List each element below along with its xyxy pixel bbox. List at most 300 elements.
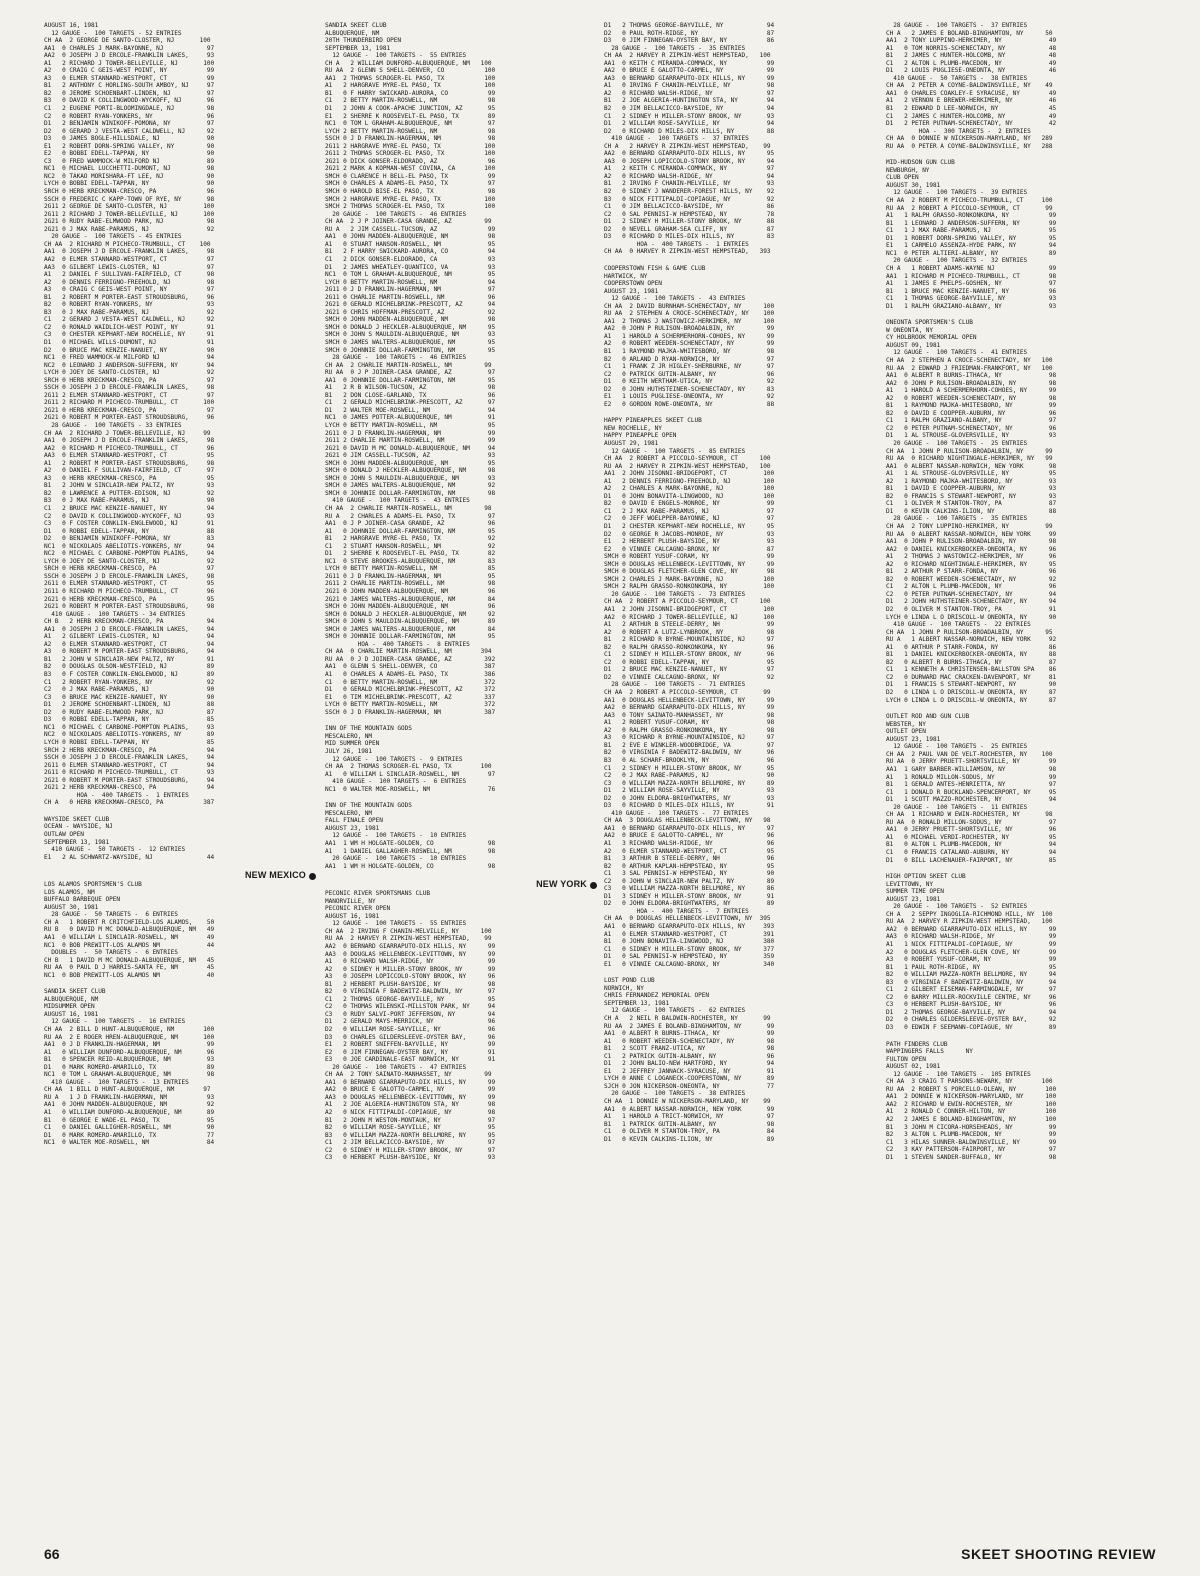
result-line: AA1 1 WM H HOLGATE-GOLDEN, CO 98 — [325, 839, 496, 847]
result-line: A1 0 WILLIAM DUNFORD-ALBUQUERQUE, NM 89 — [44, 1109, 215, 1117]
result-line: 12 GAUGE - 100 TARGETS - 16 ENTRIES — [44, 1018, 186, 1026]
result-line: AA1 0 WILLIAM L SINCLAIR-ROSWELL, NM 49 — [44, 933, 215, 941]
result-line: C2 0 DAVID K COLLINGWOOD-WYCKOFF, NJ 93 — [44, 512, 215, 520]
result-line: D2 0 RUDY RABE-ELMWOOD PARK, NJ 87 — [44, 708, 215, 716]
result-line: RU AA 2 HARVEY R ZIPKIN-WEST HEMPSTEAD, 100 — [604, 462, 771, 470]
result-line: A3 0 ROBERT YUSUF-CORAM, NY 99 — [886, 956, 1057, 964]
result-line: A3 0 RICHARD R BYRNE-MOUNTAINSIDE, NJ 97 — [604, 734, 775, 742]
result-line: HAPPY PINEAPPLE OPEN — [604, 432, 677, 440]
result-line: A2 1 RAYMOND MAJKA-WHITESBORO, NY 93 — [886, 477, 1057, 485]
result-line: AA3 0 BERNARD GIARRAPUTO-DIX HILLS, NY 99 — [604, 74, 775, 82]
result-line: OUTLET OPEN — [886, 728, 926, 736]
result-line: C1 2 ROBERT RYAN-YONKERS, NY 92 — [44, 678, 215, 686]
result-line: A2 0 DENNIS FERRIGNO-FREEHOLD, NJ 98 — [44, 278, 215, 286]
result-line: RU AA 2 JAMES E BOLAND-BINGHAMTON, NY 99 — [604, 1022, 775, 1030]
result-line: CH AA 1 BILL D HUNT-ALBUQUERQUE, NM 97 — [44, 1086, 211, 1094]
result-line: RU AA 0 J P JOINER-CASA GRANDE, AZ 97 — [325, 369, 496, 377]
result-line: 28 GAUGE - 100 TARGETS - 37 ENTRIES — [886, 22, 1028, 29]
result-line: AA1 0 ALBERT R BURNS-ITHACA, NY 98 — [886, 372, 1057, 380]
result-line: A1 2 ARTHUR B STEELE-DERRY, NH 99 — [604, 621, 775, 629]
result-line: D1 2 BRUCE MAC KENZIE-NANUET, NY 97 — [604, 666, 775, 674]
result-line: AA3 0 RICHARD WALSH-RIDGE, NY 99 — [886, 933, 1057, 941]
result-line: AA1 0 JERRY PRUETT-SHORTSVILLE, NY 96 — [886, 826, 1057, 834]
result-line: AA1 2 TONY LUPPINO-HERKIMER, NY 49 — [886, 37, 1057, 45]
result-line: SMCH 0 DONALD J HECKLER-ALBUQUERQUE, NM 92 — [325, 610, 496, 618]
result-line: C2 0 PETER PUTNAM-SCHENECTADY, NY 96 — [886, 424, 1057, 432]
result-line: CH B 2 HERB KRECKMAN-CRESCO, PA 94 — [44, 618, 215, 626]
result-line: C1 2 GERARD J VESTA-WEST CALDWELL, NJ 92 — [44, 316, 215, 324]
result-line: AA3 0 DOUGLAS HELLENBECK-LEVITTOWN, NY 99 — [325, 1093, 496, 1101]
result-line: C2 0 PETER PUTNAM-SCHENECTADY, NY 94 — [886, 590, 1057, 598]
result-line: 28 GAUGE - 100 TARGETS - 35 ENTRIES — [886, 515, 1028, 523]
result-line: CH A 2 SEPPY INGOGLIA-RICHMOND HILL, NY 100 — [886, 910, 1053, 918]
result-line: RU AA 0 RONALD MILLON-SODUS, NY 97 — [886, 818, 1057, 826]
result-line: E1 2 HERBERT PLUSH-BAYSIDE, NY 93 — [604, 538, 775, 546]
result-line: SMCH 0 JOHNNIE DOLLAR-FARMINGTON, NM 95 — [325, 633, 496, 641]
result-line: CH AA 1 DONNIE W NICKERSON-MARYLAND, NY 99 — [604, 1098, 771, 1106]
result-line: 12 GAUGE - 100 TARGETS - 85 ENTRIES — [604, 447, 746, 455]
result-line: A1 0 ELMER STANNARD-WESTPORT, CT 391 — [604, 930, 775, 938]
club-name: HIGH OPTION SKEET CLUB — [886, 873, 966, 881]
result-line: SMCH 0 JOHN S MAULDIN-ALBUQUERQUE, NM 89 — [325, 618, 496, 626]
result-line: AA2 2 RICHARD W EWIN-ROCHESTER, NY 100 — [886, 1100, 1057, 1108]
result-line: SRCH 0 HERB KRECKMAN-CRESCO, PA 96 — [44, 188, 215, 196]
result-line: C1 2 DICK GONSER-ELDORADO, CA 93 — [325, 255, 496, 263]
result-line: D2 0 BENJAMIN WINIKOFF-POMONA, NY 83 — [44, 535, 215, 543]
result-line: LYCH 0 ROBBI EDELL-TAPPAN, NY 85 — [44, 738, 215, 746]
result-line: RU AA 2 E ROGER HREN-ALBUQUERQUE, NM 100 — [44, 1033, 215, 1041]
result-line: 20 GAUGE - 100 TARGETS - 25 ENTRIES — [886, 439, 1028, 447]
result-line: 2G21 0 HERB KRECKMAN-CRESCO, PA 97 — [44, 406, 215, 414]
result-line: AA2 0 BERNARD GIARRAPUTO-DIX HILLS, NY 95 — [604, 150, 775, 158]
result-line: RU AA 0 PAUL D J HARRIS-SANTA FE, NM 45 — [44, 964, 215, 972]
result-line: C1 1 RALPH GRAZIANO-ALBANY, NY 97 — [886, 417, 1057, 425]
result-line: C2 0 ROBERT RYAN-YONKERS, NY 96 — [44, 112, 215, 120]
result-line: CH AA 0 CHARLIE MARTIN-ROSWELL, NM 394 — [325, 648, 492, 656]
result-line: A1 2 KEITH C MIRANDA-COMMACK, NY 97 — [604, 165, 775, 173]
result-line: SMCH 0 DONALD J HECKLER-ALBUQUERQUE, NM 95 — [325, 323, 496, 331]
result-line: C1 1 THOMAS GEORGE-BAYVILLE, NY 93 — [886, 295, 1057, 303]
results-column-2 — [325, 22, 597, 1522]
result-line: B1 1 DAVID E COOPPER-AUBURN, NY 93 — [886, 485, 1057, 493]
result-line: AA1 1 RICHARD M PICHECO-TRUMBULL, CT 98 — [886, 272, 1057, 280]
result-line: A1 0 ROBERT WEEDEN-SCHENECTADY, NY 98 — [604, 1037, 775, 1045]
result-line: CY HOLBROOK MEMORIAL OPEN — [886, 334, 977, 342]
result-line: AA1 0 DOUGLAS HELLENBECK-LEVITTOWN, NY 99 — [604, 696, 775, 704]
result-line: C1 1 KENNETH A CHRISTENSEN-BALLSTON SPA 86 — [886, 666, 1057, 674]
result-line: NC1 0 JAMES POTTER-ALBUQUERQUE, NM 91 — [325, 414, 496, 422]
results-column-1 — [44, 22, 316, 1522]
result-line: 2G11 0 RICHARD M PICHECO-TRUMBULL, CT 96 — [44, 588, 215, 596]
result-line: C1 0 DANIEL GALLIGHER-ROSWELL, NM 90 — [44, 1124, 215, 1132]
result-line: C1 2 PATRICK GUTIN-ALBANY, NY 96 — [604, 1052, 775, 1060]
result-line: D3 0 ROBBI EDELL-TAPPAN, NY 85 — [44, 716, 215, 724]
result-line: RU AA 0 J D JOINER-CASA GRANDE, AZ 392 — [325, 655, 496, 663]
result-line: A2 0 ROBERT WEEDEN-SCHENECTADY, NY 99 — [604, 340, 775, 348]
result-line: C1 2 SIDNEY H MILLER-STONY BROOK, NY 93 — [604, 112, 775, 120]
result-line: B1 0 ALTON L PLUMB-MACEDON, NY 94 — [886, 841, 1057, 849]
result-line: D1 1 ROBERT DORN-SPRING VALLEY, NY 95 — [886, 234, 1057, 242]
result-line: AA1 1 WM H HOLGATE-GOLDEN, CO 98 — [325, 862, 496, 870]
result-line: B2 0 ROBERT WEEDEN-SCHENECTADY, NY 92 — [886, 575, 1057, 583]
result-line: AA2 0 RICHARD M PICHECO-TRUMBULL, CT 96 — [44, 444, 215, 452]
result-line: A1 0 RICHARD WALSH-RIDGE, NY 99 — [325, 958, 496, 966]
result-line: NC1 0 FRED WAMMOCK-W MILFORD NJ 94 — [44, 354, 215, 362]
result-line: B3 0 J MAX RABE-PARAMUS, NJ 90 — [44, 497, 215, 505]
result-line: RU A 2 JIM CASSELL-TUCSON, AZ 99 — [325, 225, 496, 233]
result-line: AA1 0 JOHN P RULISON-BROADALBIN, NY 98 — [886, 538, 1057, 546]
results-column-4 — [886, 22, 1158, 1522]
result-line: A1 0 STUART HANSON-ROSWELL, NM 95 — [325, 240, 496, 248]
result-line: OCEAN - WAYSIDE, NJ — [44, 823, 113, 831]
result-line: D2 0 VINNIE CALCAGNO-BRONX, NY 92 — [604, 673, 775, 681]
result-line: D1 1 SCOTT MAZZO-ROCHESTER, NY 94 — [886, 796, 1057, 804]
result-line: A1 2 JOE ALGERIA-HUNTINGTON STA, NY 98 — [325, 1101, 496, 1109]
result-line: 2G11 2 RICHARD M PICHECO-TRUMBULL, CT 100 — [44, 399, 215, 407]
result-line: 2G21 0 J MAX RABE-PARAMUS, NJ 92 — [44, 225, 215, 233]
result-line: E1 1 LOUIS PUGLIESE-ONEONTA, NY 92 — [604, 393, 775, 401]
result-line: CH AA 2 ROBERT A PICCOLO-SEYMOUR, CT 100 — [604, 598, 771, 606]
result-line: 12 GAUGE - 100 TARGETS - 52 ENTRIES — [44, 29, 182, 37]
result-line: AUGUST 29, 1981 — [604, 439, 659, 447]
result-line: B1 1 DANIEL KNICKERBOCKER-ONEONTA, NY 88 — [886, 651, 1057, 659]
bullet-icon — [590, 882, 597, 889]
result-line: LYCH 0 BOBBI EDELL-TAPPAN, NY 90 — [44, 180, 215, 188]
magazine-title: SKEET SHOOTING REVIEW — [961, 1546, 1156, 1562]
result-line: HOA - 400 TARGETS - 1 ENTRIES — [604, 240, 749, 248]
result-line: NC2 0 TAKAO MORISHARA-FT LEE, NJ 90 — [44, 172, 215, 180]
result-line: CH AA 2 STEPHEN A CROCE-SCHENECTADY, NY 100 — [886, 356, 1053, 364]
result-line: SMCH 0 HAROLD BISE-EL PASO, TX 98 — [325, 188, 496, 196]
result-line: SMCH 2 CHARLES J MARK-BAYONNE, NJ 100 — [604, 575, 775, 583]
result-line: A2 0 ROBERT A LUTZ-LYNBROOK, NY 98 — [604, 628, 775, 636]
result-line: RU AA 2 ROBERT S PORCELLO-OLEAN, NY 100 — [886, 1085, 1057, 1093]
result-line: NC1 0 TOM L GRAHAM-ALBUQUERQUE, NM 97 — [325, 120, 496, 128]
result-line: SRCH 0 HERB KRECKMAN-CRESCO, PA 97 — [44, 565, 215, 573]
result-line: 410 GAUGE - 100 TARGETS - 13 ENTRIES — [44, 1078, 189, 1086]
result-line: C2 0 SAL PENNISI-W HEMPSTEAD, NY 78 — [604, 210, 775, 218]
result-line: A2 0 DANIEL F SULLIVAN-FAIRFIELD, CT 97 — [44, 467, 215, 475]
club-name: WAYSIDE SKEET CLUB — [44, 815, 110, 823]
result-line: 410 GAUGE - 100 TARGETS - 22 ENTRIES — [886, 621, 1031, 629]
result-line: B1 2 RICHARD R BYRNE-MOUNTAINSIDE, NJ 97 — [604, 636, 775, 644]
result-line: B2 0 DAVID E ENGELS-MONROE, NY 99 — [604, 500, 775, 508]
result-line: RU AA 2 ROBERT A PICCOLO-SEYMOUR, CT 99 — [886, 204, 1053, 212]
result-line: B1 2 DON CLOSE-GARLAND, TX 96 — [325, 391, 496, 399]
result-line: C2 0 PATRICK GUTIN-ALBANY, NY 96 — [604, 370, 775, 378]
result-line: A1 1 DANIEL GALLAGHER-ROSWELL, NM 98 — [325, 847, 496, 855]
result-line: D2 0 RICHARD D MILES-DIX HILLS, NY 88 — [604, 127, 775, 135]
result-line: B2 0 LAWRENCE A PUTTER-EDISON, NJ 92 — [44, 489, 215, 497]
result-line: B1 2 JAMES C HUNTER-HOLCOMB, NY 48 — [886, 52, 1057, 60]
result-line: AUGUST 23, 1981 — [604, 287, 659, 295]
result-line: B1 2 JOHN M WESTON-MONTAUK, NY 97 — [325, 1116, 496, 1124]
result-line: AA1 1 GARY BARBER-WILLIAMSON, NY 98 — [886, 765, 1057, 773]
result-line: D1 0 KEVIN CALKINS-ILION, NY 88 — [886, 507, 1057, 515]
result-line: RU AA 0 ALBERT NASSAR-NORWICH, NEW YORK 99 — [886, 530, 1057, 538]
result-line: 2G21 2 MARK A KOPMAN-WEST COVINA, CA 100 — [325, 165, 496, 173]
result-line: AA3 0 GILBERT LEWIS-CLOSTER, NJ 97 — [44, 263, 215, 271]
result-line: 2G11 2 ELMER STANNARD-WESTPORT, CT 97 — [44, 391, 215, 399]
result-line: SMCH 0 JAMES WALTERS-ALBUQUERQUE, NM 95 — [325, 338, 496, 346]
result-line: CH AA 2 PETER A COYNE-BALDWINSVILLE, NY 49 — [886, 82, 1053, 90]
result-line: D1 1 RALPH GRAZIANO-ALBANY, NY 93 — [886, 302, 1057, 310]
result-line: E1 1 CARMELO ASSENZA-HYDE PARK, NY 94 — [886, 242, 1057, 250]
result-line: C1 0 JIM BELLACICCO-BAYSIDE, NY 86 — [604, 203, 775, 211]
result-line: D1 0 MARK ROMERO-AMARILLO, TX 89 — [44, 1063, 215, 1071]
result-line: AA3 0 JOSEPH LOPICCOLO-STONY BROOK, NY 94 — [604, 157, 775, 165]
result-line: NC1 0 BOB PREWITT-LOS ALAMOS NM 44 — [44, 941, 215, 949]
result-line: 12 GAUGE - 100 TARGETS - 105 ENTRIES — [886, 1070, 1031, 1078]
result-line: D1 2 CHESTER KEPHART-NEW ROCHELLE, NY 95 — [604, 523, 775, 530]
result-line: A3 0 JOSEPH LOPICCOLO-STONY BROOK, NY 96 — [325, 973, 496, 981]
result-line: C1 3 HILAS SUNNER-BALDWINSVILLE, NY 99 — [886, 1138, 1057, 1146]
result-line: 2G11 0 J D FRANKLIN-HAGERMAN, NM 99 — [325, 429, 496, 437]
result-line: 410 GAUGE - 100 TARGETS - 6 ENTRIES — [325, 778, 467, 786]
result-line: AUGUST 23, 1981 — [886, 895, 941, 903]
result-line: A1 1 HAROLD A SCHERMERHORN-COHOES, NY 99 — [886, 387, 1057, 395]
result-line: AA1 0 CHARLES COAKLEY-E SYRACUSE, NY 49 — [886, 89, 1057, 97]
result-line: 410 GAUGE - 100 TARGETS - 43 ENTRIES — [325, 497, 470, 505]
result-line: SSCH 0 J D FRANKLIN-HAGERMAN, NM 387 — [325, 708, 496, 716]
result-line: D1 2 LOUIS PUGLIESE-ONEONTA, NY 46 — [886, 67, 1057, 75]
result-line: C1 2 GERALD MICHELBRINK-PRESCOTT, AZ 97 — [325, 399, 496, 407]
result-line: C1 0 BETTY MARTIN-ROSWELL, NM 372 — [325, 678, 496, 686]
result-line: CH AA 2 CHARLIE MARTIN-ROSWELL, NM 98 — [325, 505, 492, 512]
result-line: CH AA 2 HARVEY R ZIPKIN-WEST HEMPSTEAD, 100 — [604, 52, 771, 60]
result-line: D1 2 GERALD MAYS-MERRICK, NY 96 — [325, 1018, 496, 1026]
result-line: D2 0 CHARLES GILDERSLEEVE-OYSTER BAY, 92 — [886, 1016, 1057, 1024]
result-line: OUTLAW OPEN — [44, 830, 84, 838]
result-line: D2 0 JOHN ELDORA-BRIGHTWATERS, NY 89 — [604, 900, 775, 908]
result-line: D1 2 BENJAMIN WINIKOFF-POMONA, NY 97 — [44, 120, 215, 128]
result-line: E1 0 TIM MICHELBRINK-PRESCOTT, AZ 337 — [325, 693, 496, 701]
result-line: A1 0 IRVING F CHANIN-MELVILLE, NY 98 — [604, 82, 775, 90]
result-line: B1 2 SCOTT FRANZ-UTICA, NY 98 — [604, 1045, 775, 1053]
result-line: 410 GAUGE - 100 TARGETS - 77 ENTRIES — [604, 809, 749, 817]
result-line: A1 0 MICHAEL VERDI-ROCHESTER, NY 95 — [886, 833, 1057, 841]
result-line: C1 2 ALTON L PLUMB-MACEDON, NY 96 — [886, 583, 1057, 591]
result-line: NC1 0 BOB PREWITT-LOS ALAMOS NM 40 — [44, 971, 215, 979]
result-line: B1 0 F HARRY SWICKARD-AURORA, CO 99 — [325, 89, 496, 97]
result-line: E3 0 JOE CARDINALE-EAST NORWICH, NY 91 — [325, 1056, 496, 1064]
result-line: C1 2 J MAX RABE-PARAMUS, NJ 97 — [604, 507, 775, 515]
result-line: MID SUMMER OPEN — [325, 740, 380, 748]
result-line: 2G11 0 ELMER STANNARD-WESTPORT, CT 95 — [44, 580, 215, 588]
result-line: D1 2 JEROME SCHOENBART-LINDEN, NJ 88 — [44, 701, 215, 709]
result-line: A2 2 JAMES E BOLAND-BINGHAMTON, NY 100 — [886, 1116, 1057, 1124]
result-line: D1 2 WILLIAM ROSE-SAYVILLE, NY 94 — [604, 120, 775, 128]
result-line: WEBSTER, NY — [886, 720, 926, 728]
result-line: E2 0 VINNIE CALCAGNO-BRONX, NY 87 — [604, 545, 775, 553]
result-line: HARTWICK, NY — [604, 272, 648, 280]
result-line: PECONIC RIVER OPEN — [325, 905, 391, 913]
result-line: C3 0 WILLIAM MAZZA-NORTH BELLMORE, NY 89 — [604, 779, 775, 787]
result-line: D1 2 JOHN A COOK-APACHE JUNCTION, AZ 95 — [325, 105, 496, 113]
result-line: AA2 0 RICHARD J TOWER-BELLEVILLE, NJ 100 — [604, 613, 775, 621]
result-line: D1 0 JOHN BONAVITA-LINGWOOD, NJ 100 — [604, 492, 775, 500]
result-line: AA1 0 BERNARD GIARRAPUTO-DIX HILLS, NY 393 — [604, 922, 775, 930]
result-line: 2G11 2 CHARLIE MARTIN-ROSWELL, NM 98 — [325, 580, 496, 588]
result-line: D1 1 FRANCIS S STEWART-NEWPORT, NY 90 — [886, 681, 1057, 689]
result-line: MESCALERO, NM — [325, 732, 373, 740]
result-line: D1 2 JAMES WHEATLEY-QUANTICO, VA 93 — [325, 263, 496, 271]
result-line: A1 0 WILLIAM L SINCLAIR-ROSWELL, NM 97 — [325, 770, 496, 778]
result-line: NORWICH, NY — [604, 984, 644, 992]
result-line: E1 2 SHERRE K ROOSEVELT-EL PASO, TX 89 — [325, 112, 496, 120]
result-line: D1 2 JOHN HUTHSTEINER-SCHENECTADY, NY 94 — [886, 598, 1057, 606]
result-line: A1 2 ROBERT YUSUF-CORAM, NY 98 — [604, 719, 775, 727]
result-line: LYCH 0 BETTY MARTIN-ROSWELL, NM 95 — [325, 421, 496, 429]
result-line: 28 GAUGE - 100 TARGETS - 71 ENTRIES — [604, 681, 746, 689]
result-line: 2G11 0 J D FRANKLIN-HAGERMAN, NM 97 — [325, 286, 496, 294]
result-line: AA3 0 ELMER STANNARD-WESTPORT, CT 95 — [44, 452, 215, 460]
result-line: CH AA 0 DOUGLAS HELLENBECK-LEVITTOWN, NY 395 — [604, 915, 771, 923]
result-line: A1 0 JOHNNIE DOLLAR-FARMINGTON, NM 95 — [325, 527, 496, 535]
result-line: CH AA 2 THOMAS SCROGER-EL PASO, TX 100 — [325, 763, 492, 771]
state-name: NEW YORK — [536, 881, 597, 889]
result-line: SMCH 2 RALPH GRASSO-RONKONKOMA, NY 100 — [604, 583, 775, 591]
result-line: C1 2 SIDNEY H MILLER-STONY BROOK, NY 96 — [604, 651, 775, 659]
result-line: RU A 1 ALBERT NASSAR-NORWICH, NEW YORK 92 — [886, 636, 1057, 644]
result-line: B2 0 JEROME SCHOENBART-LINDEN, NJ 97 — [44, 89, 215, 97]
result-line: AA1 0 ALBERT R BURNS-ITHACA, NY 99 — [604, 1030, 775, 1038]
result-line: 20 GAUGE - 100 TARGETS - 10 ENTRIES — [325, 855, 467, 863]
result-line: SMCH 0 DONALD J HECKLER-ALBUQUERQUE, NM 98 — [325, 467, 496, 475]
result-line: AA2 0 JOSEPH J D ERCOLE-FRANKLIN LAKES, 93 — [44, 52, 215, 60]
result-line: D1 2 SIDNEY H MILLER-STONY BROOK, NY 88 — [604, 218, 775, 226]
result-line: NC1 0 TOM L GRAHAM-ALBUQUERQUE, NM 95 — [325, 271, 496, 279]
result-line: D1 0 SAL PENNISI-W HEMPSTEAD, NY 359 — [604, 953, 775, 961]
result-line: SEPTEMBER 13, 1981 — [604, 999, 670, 1007]
result-line: C2 0 J MAX RABE-PARAMUS, NJ 90 — [44, 686, 215, 694]
result-line: NC2 0 LEONARD J ANDERSON-SUFFERN, NY 94 — [44, 361, 215, 369]
result-line: A1 1 RONALD MILLON-SODUS, NY 99 — [886, 773, 1057, 781]
result-line: D1 0 ROBBI EDELL-TAPPAN, NY 88 — [44, 527, 215, 535]
result-line: D1 2 WALTER MOE-ROSWELL, NM 94 — [325, 406, 496, 414]
result-line: D3 0 JIM FINNEGAN-OYSTER BAY, NY 86 — [604, 37, 775, 45]
result-line: RU A 1 J D FRANKLIN-HAGERMAN, NM 93 — [44, 1093, 215, 1101]
result-line: C2 0 THOMAS WILENSKI-MILLSTON PARK, NY 94 — [325, 1003, 496, 1011]
result-line: AA1 0 JOHN MADDEN-ALBUQUERQUE, NM 92 — [44, 1101, 215, 1109]
result-line: RU AA 2 STEPHEN A CROCE-SCHENECTADY, NY 100 — [604, 310, 775, 318]
result-line: C1 2 THOMAS GEORGE-BAYVILLE, NY 95 — [325, 995, 496, 1003]
club-name: COOPERSTOWN FISH & GAME CLUB — [604, 264, 706, 272]
result-line: 2G11 0 CHARLIE MARTIN-ROSWELL, NM 96 — [325, 293, 496, 301]
result-line: SMCH 0 JOHN MADDEN-ALBUQUERQUE, NM 96 — [325, 603, 496, 611]
result-line: MESCALERO, NM — [325, 809, 373, 817]
result-line: 410 GAUGE - 50 TARGETS - 12 ENTRIES — [44, 846, 186, 854]
result-line: SMCH 0 JOHN S MAULDIN-ALBUQUERQUE, NM 93 — [325, 474, 496, 482]
result-line: C1 2 JIM BELLACICCO-BAYSIDE, NY 97 — [325, 1139, 496, 1147]
result-line: NC1 0 TOM L GRAHAM-ALBUQUERQUE, NM 98 — [44, 1071, 215, 1079]
result-line: 20 GAUGE - 100 TARGETS - 32 ENTRIES — [886, 257, 1028, 265]
result-line: B1 2 ANTHONY C HORLING-SOUTH AMBOY, NJ 97 — [44, 82, 215, 90]
result-line: RU AA 2 EDWARD J FRIEDMAN-FRANKFORT, NY 100 — [886, 364, 1053, 372]
result-line: D3 0 EDWIN F SEEMANN-COPIAGUE, NY 89 — [886, 1024, 1057, 1031]
result-line: AA1 0 BERNARD GIARRAPUTO-DIX HILLS, NY 99 — [325, 1078, 496, 1086]
result-line: B2 0 ALBERT R BURNS-ITHACA, NY 87 — [886, 658, 1057, 666]
result-line: A1 2 DENNIS FERRIGNO-FREEHOLD, NJ 100 — [604, 477, 775, 485]
result-line: A1 1 HAROLD A SCHERMERHORN-COHOES, NY 99 — [604, 332, 775, 340]
result-line: 12 GAUGE - 100 TARGETS - 10 ENTRIES — [325, 832, 467, 840]
result-line: CLUB OPEN — [886, 174, 919, 182]
result-line: B1 1 PATRICK GUTIN-ALBANY, NY 98 — [604, 1120, 775, 1128]
result-line: C3 0 HERBERT PLUSH-BAYSIDE, NY 93 — [325, 1154, 496, 1162]
result-line: 2G21 0 GERALD MICHELBRINK-PRESCOTT, AZ 94 — [325, 301, 496, 309]
result-line: RU AA 2 GLENN S SHELL-DENVER, CO 100 — [325, 67, 496, 75]
result-line: NC1 0 WALTER MOE-ROSWELL, NM 76 — [325, 785, 496, 793]
result-line: SMCH 0 JOHNNIE DOLLAR-FARMINGTON, NM 98 — [325, 489, 496, 497]
result-line: 12 GAUGE - 100 TARGETS - 39 ENTRIES — [886, 189, 1028, 197]
result-line: C2 0 J MAX RABE-PARAMUS, NJ 90 — [604, 772, 775, 780]
result-line: SEPTEMBER 13, 1981 — [325, 44, 391, 52]
result-line: A2 0 RICHARD WALSH-RIDGE, NY 94 — [604, 172, 775, 180]
result-line: C3 0 HERBERT PLUSH-BAYSIDE, NY 96 — [886, 1001, 1057, 1009]
result-line: CH AA 1 RICHARD W EWIN-ROCHESTER, NY 98 — [886, 811, 1053, 819]
result-line: A2 0 ELMER STANNARD-WESTPORT, CT 95 — [604, 847, 775, 855]
result-line: AA1 2 THOMAS SCROGER-EL PASO, TX 100 — [325, 74, 496, 82]
result-line: LYCH 0 JOEY DE SANTO-CLOSTER, NJ 92 — [44, 369, 215, 377]
result-line: D1 2 WILLIAM ROSE-SAYVILLE, NY 93 — [604, 787, 775, 795]
result-line: LOS ALAMOS, NM — [44, 888, 95, 896]
result-line: AA1 0 J D FRANKLIN-HAGERMAN, NM 99 — [44, 1041, 215, 1049]
state-name: NEW MEXICO — [245, 872, 316, 880]
result-line: D1 2 SHERRE K ROOSEVELT-EL PASO, TX 82 — [325, 550, 496, 558]
result-line: NEWBURGH, NY — [886, 166, 930, 174]
result-line: HOA - 400 TARGETS - 7 ENTRIES — [604, 907, 749, 915]
result-line: AUGUST 02, 1981 — [886, 1063, 941, 1071]
result-line: SSCH 0 J D FRANKLIN-HAGERMAN, NM 98 — [325, 135, 496, 143]
result-line: 20 GAUGE - 100 TARGETS - 38 ENTRIES — [604, 1090, 746, 1098]
result-line: A1 0 ARTHUR P STARR-FONDA, NY 86 — [886, 643, 1057, 651]
result-line: A1 2 THOMAS J WASTOWICZ-HERKIMER, NY 96 — [886, 553, 1057, 561]
result-line: B1 3 ARTHUR B STEELE-DERRY, NH 96 — [604, 855, 775, 863]
result-line: 12 GAUGE - 100 TARGETS - 43 ENTRIES — [604, 295, 746, 303]
result-line: B1 2 F HARRY SWICKARD-AURORA, CO 94 — [325, 248, 496, 256]
result-line: NC1 0 MICHAEL C CARBONE-POMPTON PLAINS, 93 — [44, 723, 215, 731]
result-line: RU AA 0 JERRY PRUETT-SHORTSVILLE, NY 99 — [886, 758, 1057, 766]
result-line: SMCH 2 HARGRAVE MYRE-EL PASO, TX 100 — [325, 195, 496, 203]
result-line: A1 0 TOM NORRIS-SCHENECTADY, NY 48 — [886, 44, 1057, 52]
result-line: JULY 26, 1981 — [325, 747, 373, 755]
result-line: AUGUST 30, 1981 — [886, 181, 941, 189]
state-header — [44, 871, 316, 881]
result-line: HOA - 300 TARGETS - 2 ENTRIES — [886, 127, 1031, 135]
result-line: SMCH 0 JOHNNIE DOLLAR-FARMINGTON, NM 95 — [325, 346, 496, 354]
result-line: CH AA 3 CRAIG T PARSONS-NEWARK, NY 100 — [886, 1078, 1053, 1086]
result-line: C1 2 EUGENE PORTI-BLOOMINGDALE, NJ 98 — [44, 105, 215, 113]
result-line: SEPTEMBER 13, 1981 — [44, 838, 110, 846]
result-line: 28 GAUGE - 100 TARGETS - 33 ENTRIES — [44, 421, 182, 429]
result-line: CH AA 2 CHARLIE MARTIN-ROSWELL, NM 99 — [325, 361, 492, 369]
result-line: B1 3 JOHN M CICORA-HORSEHEADS, NY 99 — [886, 1123, 1057, 1131]
result-line: AA1 0 GLENN S SHELL-DENVER, CO 387 — [325, 663, 496, 671]
result-line: B1 1 PAUL ROTH-RIDGE, NY 95 — [886, 963, 1057, 971]
result-line: C1 3 SAL PENNISI-W HEMPSTEAD, NY 90 — [604, 870, 775, 878]
result-line: SMCH 0 CHARLES A ADAMS-EL PASO, TX 97 — [325, 180, 496, 188]
club-name: MID-HUDSON GUN CLUB — [886, 159, 955, 167]
result-line: SMCH 2 THOMAS SCROGER-EL PASO, TX 100 — [325, 203, 496, 211]
result-line: 20TH THUNDERBIRD OPEN — [325, 37, 401, 45]
result-line: C3 0 F COSTER CONKLIN-ENGLEWOOD, NJ 91 — [44, 520, 215, 528]
result-line: B1 2 JOHN W SINCLAIR-NEW PALTZ, NY 93 — [44, 482, 215, 490]
result-line: RU AA 2 HARVEY R ZIPKIN-WEST HEMPSTEAD, 99 — [325, 935, 492, 943]
result-line: B1 1 GERALD ANTES-HENRIETTA, NY 97 — [886, 781, 1057, 789]
result-line: AUGUST 16, 1981 — [44, 22, 99, 29]
result-line: SMCH 0 DOUGLAS FLETCHER-GLEN COVE, NY 98 — [604, 568, 775, 576]
result-line: 2G21 0 ROBERT M PORTER-EAST STROUDSBURG, 96 — [44, 414, 215, 422]
